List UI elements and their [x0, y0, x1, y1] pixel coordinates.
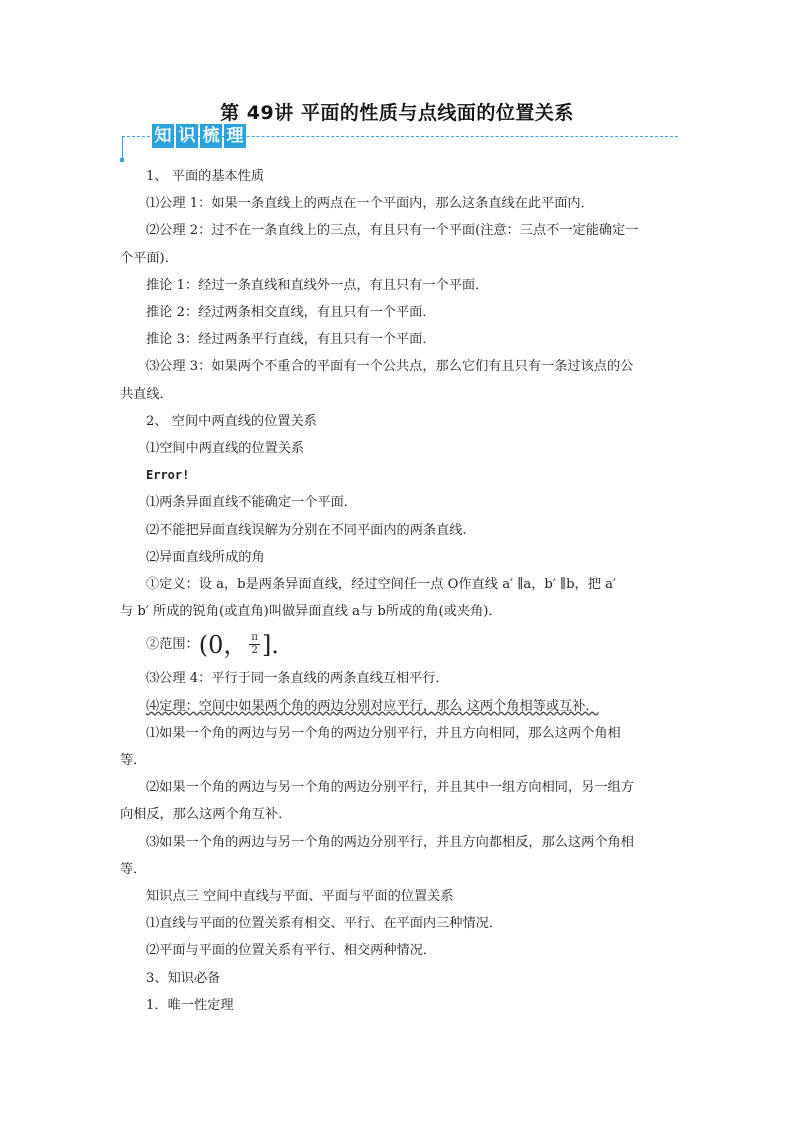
section-heading: 3、知识必备 [146, 970, 221, 986]
range-label: ②范围： [146, 637, 199, 653]
paragraph: ⑵公理 2：过不在一条直线上的三点，有且只有一个平面(注意：三点不一定能确定一 [146, 223, 639, 239]
fraction-denominator: 2 [251, 645, 258, 657]
badge-char: 理 [224, 124, 246, 148]
section-header [118, 124, 678, 164]
paragraph: ⑴两条异面直线不能确定一个平面． [146, 495, 357, 511]
badge-char: 识 [176, 124, 198, 148]
paragraph: ⑴空间中两直线的位置关系 [146, 441, 305, 457]
paragraph: ⑵异面直线所成的角 [146, 549, 265, 565]
document-body [120, 163, 680, 1019]
paragraph: 推论 3：经过两条平行直线，有且只有一个平面． [146, 332, 436, 348]
paragraph-continuation: 个平面)． [120, 250, 178, 266]
paragraph: ⑴如果一个角的两边与另一个角的两边分别平行，并且方向相同，那么这两个角相 [146, 725, 621, 741]
section-badge [148, 124, 250, 148]
range-open: (0， [198, 630, 248, 659]
paragraph: ⑴公理 1：如果一条直线上的两点在一个平面内，那么这条直线在此平面内． [146, 196, 594, 212]
paragraph-continuation: 等． [120, 753, 147, 769]
paragraph: 推论 2：经过两条相交直线，有且只有一个平面． [146, 305, 436, 321]
section-heading: 2、 空间中两直线的位置关系 [146, 413, 317, 429]
paragraph: ⑶如果一个角的两边与另一个角的两边分别平行，并且方向都相反，那么这两个角相 [146, 834, 634, 850]
paragraph: ⑴直线与平面的位置关系有相交、平行、在平面内三种情况． [146, 916, 503, 932]
range-close: ]． [261, 630, 296, 659]
paragraph-continuation: 向相反，那么这两个角互补． [120, 807, 292, 823]
fraction [249, 632, 260, 657]
paragraph-continuation: 与 b′ 所成的锐角(或直角)叫做异面直线 a与 b所成的角(或夹角)． [120, 604, 502, 620]
section-heading: 知识点三 空间中直线与平面、平面与平面的位置关系 [146, 889, 454, 905]
section-heading: 1、 平面的基本性质 [146, 169, 265, 184]
paragraph: 推论 1：经过一条直线和直线外一点，有且只有一个平面． [146, 277, 489, 293]
fraction-numerator: π [251, 632, 258, 644]
page-title: 第 49讲 平面的性质与点线面的位置关系 [220, 102, 574, 124]
badge-char: 知 [152, 124, 174, 148]
theorem-underlined: ⑷定理：空间中如果两个角的两边分别对应平行，那么 这两个角相等或互补． [146, 698, 599, 714]
paragraph-continuation: 共直线． [120, 386, 173, 402]
range-line [120, 625, 680, 665]
error-text: Error! [146, 468, 190, 483]
paragraph: ⑵不能把异面直线误解为分别在不同平面内的两条直线. [146, 522, 467, 538]
paragraph: ⑶公理 3：如果两个不重合的平面有一个公共点，那么它们有且只有一条过该点的公 [146, 359, 634, 375]
paragraph: 1．唯一性定理 [146, 997, 234, 1013]
range-formula [199, 630, 296, 660]
paragraph: ⑵平面与平面的位置关系有平行、相交两种情况． [146, 943, 437, 959]
paragraph: ①定义：设 a，b是两条异面直线，经过空间任一点 O作直线 a′ ∥a，b′ ∥b，把 a′ [146, 577, 616, 593]
paragraph: ⑶公理 4：平行于同一条直线的两条直线互相平行． [146, 671, 449, 687]
paragraph: ⑵如果一个角的两边与另一个角的两边分别平行，并且其中一组方向相同，另一组方 [146, 780, 634, 796]
header-dot [120, 158, 124, 162]
badge-char: 梳 [200, 124, 222, 148]
paragraph-continuation: 等． [120, 861, 147, 877]
